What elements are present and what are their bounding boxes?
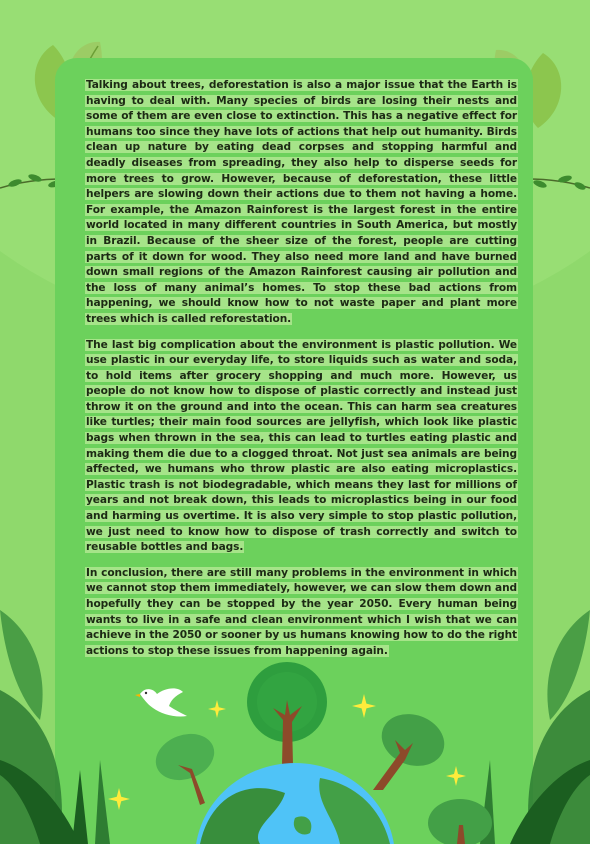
earth-icon bbox=[190, 758, 400, 844]
star-icon bbox=[352, 694, 376, 718]
star-icon bbox=[208, 700, 226, 718]
paragraph-deforestation: Talking about trees, deforestation is also a major issue that the Earth is having to deal with. Many species of birds are losing their nests and some of them are even close to extinction. This has a negative effect for humans too since they have lots of actions that help out humanity. Birds clean up nature by eating dead corpses and stopping harmful and deadly diseases from spreading, they also help to disperse seeds for more trees to grow. However, because of deforestation, these little helpers are slowing down their actions due to them not having a home. For example, the Amazon Rainforest is the largest forest in the entire world located in many different countries in South America, but mostly in Brazil. Because of the sheer size of the forest, people are cutting parts of it down for wood. They also need more land and have burned down small regions of the Amazon Rainforest causing air pollution and the loss of many animal’s homes. To stop these bad actions from happening, we should know how to not waste paper and plant more trees which is called reforestation. bbox=[86, 79, 517, 325]
paragraph-plastic-pollution: The last big complication about the environment is plastic pollution. We use plastic in our everyday life, to store liquids such as water and soda, to hold items after grocery shopping and much more. However, us people do not know how to dispose of plastic correctly and instead just throw it on the ground and into the ocean. This can harm sea creatures like turtles; their main food sources are jellyfish, which look like plastic bags when thrown in the sea, this can lead to turtles eating plastic and making them die due to a clogged throat. Not just sea animals are being affected, we humans who throw plastic are also eating microplastics. Plastic trash is not biodegradable, which means they last for millions of years and not break down, this leads to microplastics being in our food and harming us overtime. It is also very simple to stop plastic pollution, we just need to know how to dispose of trash correctly and switch to reusable bottles and bags. bbox=[86, 338, 517, 554]
star-icon bbox=[446, 766, 466, 786]
paragraph-conclusion: In conclusion, there are still many problems in the environment in which we cannot stop them immediately, however, we can slow them down and hopefully they can be stopped by the year 2050. Every human being wants to live in a safe and clean environment which I wish that we can achieve in the 2050 or sooner by us humans knowing how to do the right actions to stop these issues from happening again. bbox=[86, 566, 517, 657]
tree-icon bbox=[240, 660, 335, 765]
star-icon bbox=[108, 788, 130, 810]
tree-icon bbox=[425, 795, 495, 844]
essay-body bbox=[85, 78, 518, 669]
dove-icon bbox=[135, 682, 190, 720]
